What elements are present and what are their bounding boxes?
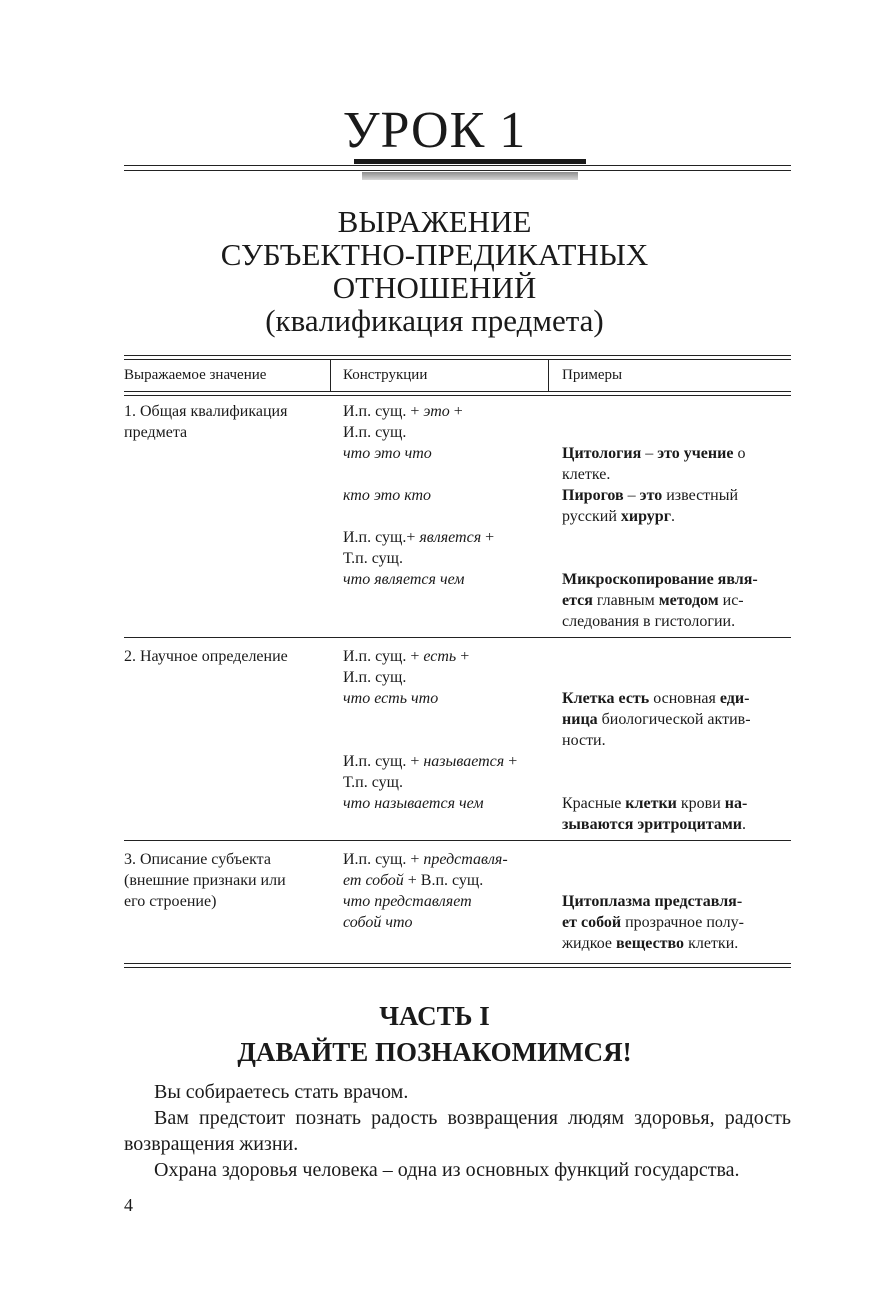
text-run: Пирогов xyxy=(562,487,624,504)
text-run: + xyxy=(504,753,518,770)
cell-line xyxy=(562,569,790,590)
topic-line: СУБЪЕКТНО-ПРЕДИКАТНЫХ xyxy=(220,237,649,272)
text-run: клетки. xyxy=(684,935,739,952)
text-run: ется xyxy=(562,592,593,609)
text-run: жидкое xyxy=(562,935,617,952)
cell-line xyxy=(343,751,548,772)
text-run: русский xyxy=(562,508,621,525)
table-cell-examples xyxy=(562,849,790,954)
cell-line: 2. Научное определение xyxy=(124,648,288,665)
lesson-title-underline xyxy=(354,159,586,164)
text-run: прозрачное полу- xyxy=(621,914,744,931)
text-run: ет собой xyxy=(343,872,404,889)
cell-line xyxy=(562,646,790,667)
cell-line xyxy=(343,849,548,870)
text-run: клетки xyxy=(625,795,677,812)
text-run: клетке. xyxy=(562,466,611,483)
table-cell-meaning xyxy=(124,646,324,667)
text-run: о xyxy=(733,445,746,462)
paragraph: Охрана здоровья человека – одна из основных функций государства. xyxy=(154,1159,740,1181)
table-cell-constructions xyxy=(343,646,548,814)
topic-line: (квалификация предмета) xyxy=(265,303,604,338)
table-column-divider xyxy=(330,359,331,392)
text-run: ница xyxy=(562,711,598,728)
text-run: – xyxy=(623,487,640,504)
table-header-constructions: Конструкции xyxy=(343,367,428,383)
text-run: хирург xyxy=(620,508,671,525)
text-run: на- xyxy=(724,795,748,812)
cell-line xyxy=(562,772,790,793)
table-row-divider xyxy=(124,840,791,841)
cell-line xyxy=(343,443,548,464)
text-run: Цитология xyxy=(562,445,642,462)
text-run: зываются эритроцитами xyxy=(562,816,742,833)
cell-line xyxy=(343,527,548,548)
text-run: Микроскопирование явля- xyxy=(562,571,758,588)
cell-line xyxy=(562,590,790,611)
text-run: И.п. сущ. + xyxy=(343,403,424,420)
table-rule xyxy=(124,963,791,964)
text-run: вещество xyxy=(616,935,685,952)
cell-line xyxy=(343,485,548,506)
text-run: это xyxy=(639,487,663,504)
lesson-title: УРОК 1 xyxy=(342,102,527,159)
text-run: собой что xyxy=(343,914,413,931)
cell-line xyxy=(343,646,548,667)
cell-line xyxy=(343,891,548,912)
table-cell-examples xyxy=(562,401,790,632)
cell-line xyxy=(562,849,790,870)
table-cell-meaning xyxy=(124,401,324,443)
topic-line: ВЫРАЖЕНИЕ xyxy=(337,204,532,239)
text-run: + В.п. сущ. xyxy=(403,872,484,889)
cell-line xyxy=(343,548,548,569)
cell-line xyxy=(562,611,790,632)
text-run: . xyxy=(741,816,746,833)
cell-line xyxy=(562,933,790,954)
table-cell-examples xyxy=(562,646,790,835)
cell-line xyxy=(343,422,548,443)
text-run: + xyxy=(456,648,470,665)
table-rule xyxy=(124,359,791,360)
cell-line xyxy=(343,793,548,814)
lesson-rule xyxy=(124,165,791,166)
cell-line xyxy=(343,667,548,688)
cell-line xyxy=(562,527,790,548)
cell-line xyxy=(562,485,790,506)
text-run: – xyxy=(641,445,658,462)
part-title: ДАВАЙТЕ ПОЗНАКОМИМСЯ! xyxy=(237,1037,632,1067)
cell-line xyxy=(562,548,790,569)
lesson-title-shadow xyxy=(362,172,578,180)
text-run: ис- xyxy=(718,592,744,609)
text-run: основная xyxy=(649,690,720,707)
table-header-meaning: Выражаемое значение xyxy=(124,367,267,383)
cell-line xyxy=(562,912,790,933)
cell-line xyxy=(562,464,790,485)
text-run: . xyxy=(670,508,675,525)
text-run: И.п. сущ. + xyxy=(343,648,424,665)
text-run: является xyxy=(419,529,482,546)
cell-line xyxy=(562,667,790,688)
cell-line xyxy=(343,772,548,793)
part-heading xyxy=(0,998,869,1070)
text-run: Цитоплазма представля- xyxy=(562,893,743,910)
lesson-rule xyxy=(124,170,791,171)
table-rule xyxy=(124,355,791,356)
cell-line xyxy=(562,751,790,772)
text-run: есть xyxy=(423,648,457,665)
topic-line: ОТНОШЕНИЙ xyxy=(332,270,537,305)
cell-line: предмета xyxy=(124,424,188,441)
text-run: что это что xyxy=(343,445,432,462)
table-header-examples: Примеры xyxy=(562,367,623,383)
cell-line xyxy=(343,912,548,933)
cell-line xyxy=(562,709,790,730)
table-cell-constructions xyxy=(343,849,548,933)
page-number: 4 xyxy=(124,1195,133,1215)
cell-line xyxy=(562,891,790,912)
text-run: И.п. сущ. xyxy=(343,669,407,686)
cell-line xyxy=(562,506,790,527)
text-run: главным xyxy=(592,592,659,609)
table-rule xyxy=(124,391,791,392)
text-run: что является чем xyxy=(343,571,465,588)
table-rule xyxy=(124,395,791,396)
cell-line xyxy=(562,814,790,835)
cell-line xyxy=(562,730,790,751)
paragraph: Вы собираетесь стать врачом. xyxy=(154,1081,409,1103)
cell-line xyxy=(562,422,790,443)
cell-line xyxy=(343,569,548,590)
cell-line xyxy=(562,870,790,891)
cell-line xyxy=(562,688,790,709)
cell-line xyxy=(343,688,548,709)
cell-line: его строение) xyxy=(124,893,217,910)
paragraph: Вам предстоит познать радость возвращения людям здоровья, радость возвращения жизни. xyxy=(124,1107,791,1155)
text-run: + xyxy=(481,529,495,546)
text-run: следования в гистологии. xyxy=(562,613,736,630)
cell-line: 1. Общая квалификация xyxy=(124,403,288,420)
cell-line xyxy=(343,730,548,751)
text-run: ет собой xyxy=(562,914,622,931)
cell-line xyxy=(562,443,790,464)
text-run: И.п. сущ.+ xyxy=(343,529,420,546)
text-run: крови xyxy=(676,795,725,812)
part-number: ЧАСТЬ I xyxy=(379,1001,490,1031)
text-run: называется xyxy=(423,753,505,770)
text-run: И.п. сущ. + xyxy=(343,851,424,868)
table-row-divider xyxy=(124,637,791,638)
text-run: Клетка есть xyxy=(562,690,650,707)
text-run: известный xyxy=(662,487,739,504)
text-run: + xyxy=(449,403,463,420)
table-rule xyxy=(124,967,791,968)
cell-line xyxy=(562,793,790,814)
cell-line xyxy=(343,464,548,485)
text-run: кто это кто xyxy=(343,487,432,504)
text-run: методом xyxy=(658,592,719,609)
cell-line xyxy=(343,870,548,891)
text-run: ности. xyxy=(562,732,606,749)
cell-line xyxy=(343,401,548,422)
text-run: И.п. сущ. + xyxy=(343,753,424,770)
text-run: что называется чем xyxy=(343,795,484,812)
text-run: И.п. сущ. xyxy=(343,424,407,441)
cell-line: (внешние признаки или xyxy=(124,872,286,889)
text-run: это учение xyxy=(657,445,734,462)
text-run: биологической актив- xyxy=(597,711,751,728)
text-run: Красные xyxy=(562,795,626,812)
text-run: что есть что xyxy=(343,690,439,707)
table-column-divider xyxy=(548,359,549,392)
text-run: Т.п. сущ. xyxy=(343,774,403,791)
cell-line xyxy=(562,401,790,422)
text-run: что представляет xyxy=(343,893,472,910)
cell-line xyxy=(343,709,548,730)
text-run: представля- xyxy=(423,851,508,868)
text-run: это xyxy=(423,403,450,420)
table-cell-meaning xyxy=(124,849,324,912)
cell-line xyxy=(343,506,548,527)
topic-heading xyxy=(0,205,869,337)
table-cell-constructions xyxy=(343,401,548,590)
text-run: еди- xyxy=(719,690,750,707)
cell-line: 3. Описание субъекта xyxy=(124,851,271,868)
text-run: Т.п. сущ. xyxy=(343,550,403,567)
